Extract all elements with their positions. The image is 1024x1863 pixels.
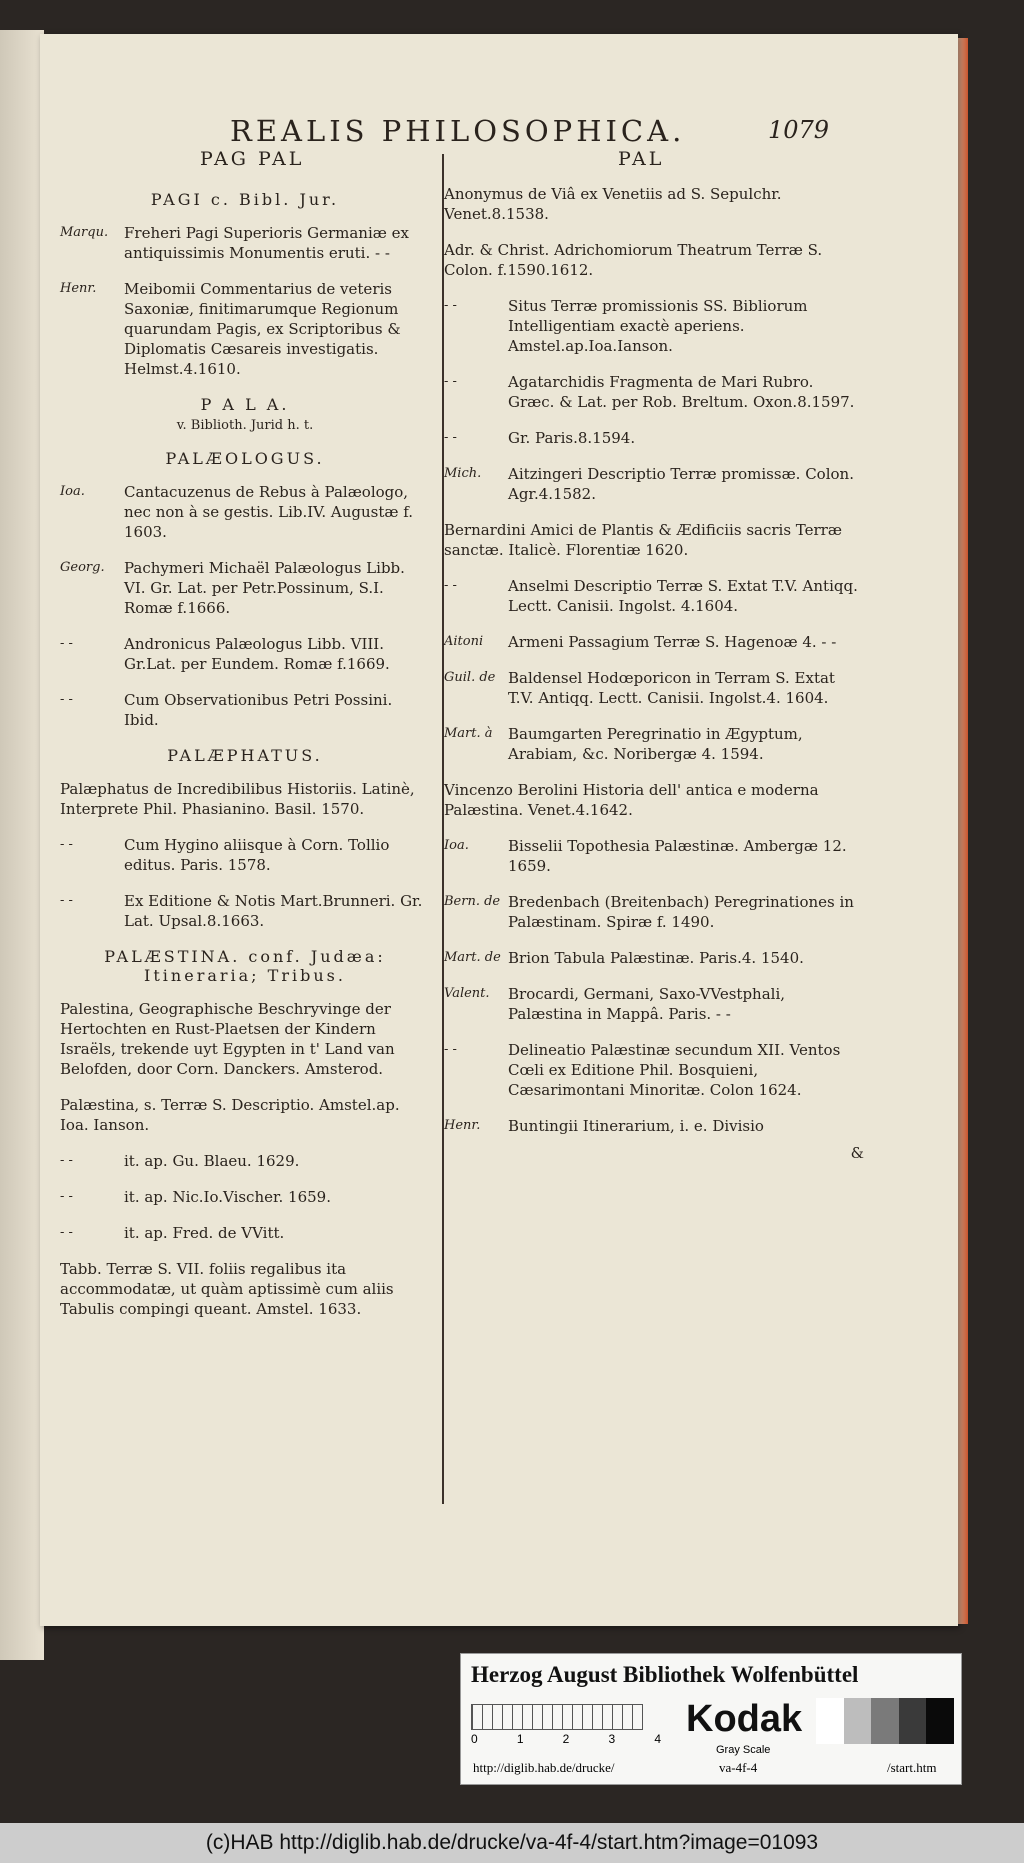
entry-text: Cantacuzenus de Rebus à Palæologo, nec non à se gestis. Lib.IV. Augustæ f. 1603. (124, 483, 414, 541)
left-page-edge (0, 30, 44, 1660)
scale-number: 2 (562, 1732, 570, 1746)
entry-label: Georg. (60, 560, 105, 575)
entry (444, 892, 864, 932)
entry-label: Mart. à (444, 726, 493, 741)
entry (60, 279, 430, 379)
entry-text: Bernardini Amici de Plantis & Ædificiis sacris Terræ sanctæ. Italicè. Florentiæ 1620. (444, 521, 842, 559)
entry-label: - - (60, 893, 73, 908)
entry-label: - - (444, 578, 457, 593)
entry (60, 1223, 430, 1243)
section-subheading: v. Biblioth. Jurid h. t. (176, 418, 314, 433)
entry-text: Anonymus de Viâ ex Venetiis ad S. Sepulchr. Venet.8.1538. (444, 185, 782, 223)
gray-swatch (899, 1698, 927, 1744)
entry-text: Baldensel Hodœporicon in Terram S. Extat T.V. Antiqq. Lectt. Canisii. Ingolst.4. 1604. (508, 669, 835, 707)
entry-text: it. ap. Nic.Io.Vischer. 1659. (124, 1188, 331, 1206)
entry-label: Guil. de (444, 670, 496, 685)
entry (444, 372, 864, 412)
entry-text: Aitzingeri Descriptio Terræ promissæ. Colon. Agr.4.1582. (508, 465, 854, 503)
entry-label: Marqu. (60, 225, 109, 240)
library-name: Herzog August Bibliothek Wolfenbüttel (471, 1662, 859, 1687)
entry (444, 836, 864, 876)
url-mid: va-4f-4 (719, 1760, 758, 1775)
scale-ruler (471, 1704, 643, 1730)
entry (60, 891, 430, 931)
entry (444, 724, 864, 764)
page-edge (958, 38, 968, 1624)
entry-text: Palæstina, s. Terræ S. Descriptio. Amstel.ap. Ioa. Ianson. (60, 1096, 400, 1134)
entry (444, 576, 864, 616)
entry (444, 668, 864, 708)
entry-text: Gr. Paris.8.1594. (508, 429, 636, 447)
scale-number: 1 (516, 1732, 524, 1746)
entry-text: Anselmi Descriptio Terræ S. Extat T.V. Antiqq. Lectt. Canisii. Ingolst. 4.1604. (508, 577, 858, 615)
entry-text: Delineatio Palæstinæ secundum XII. Ventos Cœli ex Editione Phil. Bosquieni, Cæsarimontani Minoritæ. Colon 1624. (508, 1041, 841, 1099)
entry (60, 634, 430, 674)
entry (444, 1116, 864, 1136)
entry-text: Baumgarten Peregrinatio in Ægyptum, Arabiam, &c. Noribergæ 4. 1594. (508, 725, 803, 763)
scale-number: 0 (471, 1732, 478, 1746)
entry-label: Valent. (444, 986, 490, 1001)
footer-copyright: (c)HAB http://diglib.hab.de/drucke/va-4f-4/start.htm?image=01093 (0, 1823, 1024, 1863)
book-page (40, 34, 958, 1626)
entry-label: Henr. (60, 281, 97, 296)
color-target-card (460, 1653, 962, 1785)
entry-text: Buntingii Itinerarium, i. e. Divisio (508, 1117, 764, 1135)
entry-label: Aitoni (444, 634, 484, 649)
scale-number: 4 (654, 1732, 661, 1746)
entry-text: it. ap. Fred. de VVitt. (124, 1224, 285, 1242)
entry-label: - - (444, 430, 457, 445)
entry-text: Brocardi, Germani, Saxo-VVestphali, Palæstina in Mappâ. Paris. - - (508, 985, 786, 1023)
entry-text: Ex Editione & Notis Mart.Brunneri. Gr. Lat. Upsal.8.1663. (124, 892, 423, 930)
entry-label: - - (60, 1225, 73, 1240)
entry-label: Bern. de (444, 894, 501, 909)
entry-label: - - (444, 1042, 457, 1057)
section-heading: P A L A. (200, 395, 290, 414)
gray-swatch (926, 1698, 954, 1744)
entry (60, 1151, 430, 1171)
entry-text: Situs Terræ promissionis SS. Bibliorum Intelligentiam exactè aperiens. Amstel.ap.Ioa.Ianson. (508, 297, 808, 355)
entry-label: Ioa. (444, 838, 469, 853)
entry-label: - - (60, 636, 73, 651)
running-header: REALIS PHILOSOPHICA. (230, 114, 686, 148)
entry-label: Henr. (444, 1118, 481, 1133)
entry-text: Brion Tabula Palæstinæ. Paris.4. 1540. (508, 949, 804, 967)
entry-label: Ioa. (60, 484, 85, 499)
left-column-head: PAG PAL (200, 148, 305, 170)
gray-scale-label: Gray Scale (716, 1744, 771, 1756)
kodak-logo: Kodak (686, 1698, 803, 1740)
scale-numbers (471, 1732, 661, 1746)
entry-text: Vincenzo Berolini Historia dell' antica e moderna Palæstina. Venet.4.1642. (444, 781, 819, 819)
gray-swatch (844, 1698, 872, 1744)
entry-text: Agatarchidis Fragmenta de Mari Rubro. Græc. & Lat. per Rob. Breltum. Oxon.8.1597. (508, 373, 855, 411)
entry-label: Mart. de (444, 950, 501, 965)
entry-text: Cum Observationibus Petri Possini. Ibid. (124, 691, 393, 729)
entry-label: - - (60, 1189, 73, 1204)
entry-label: - - (444, 374, 457, 389)
entry-text: it. ap. Gu. Blaeu. 1629. (124, 1152, 300, 1170)
entry (60, 690, 430, 730)
entry-text: Freheri Pagi Superioris Germaniæ ex antiquissimis Monumentis eruti. - - (124, 224, 409, 262)
section-heading: PAGI c. Bibl. Jur. (150, 190, 340, 209)
section-heading: PALÆPHATUS. (167, 746, 323, 765)
entry-text: Palæphatus de Incredibilibus Historiis. Latinè, Interprete Phil. Phasianino. Basil. 1570. (60, 780, 415, 818)
entry-text: Palestina, Geographische Beschryvinge der Hertochten en Rust-Plaetsen der Kindern Israëls, trekende uyt Egypten in t' Land van Belofden, door Corn. Danckers. Amsterod. (60, 1000, 395, 1078)
entry (60, 558, 430, 618)
entry (444, 428, 864, 448)
section-heading: PALÆSTINA. conf. Judæa: Itineraria; Tribus. (104, 947, 386, 985)
entry-text: Pachymeri Michaël Palæologus Libb. VI. Gr. Lat. per Petr.Possinum, S.I. Romæ f.1666. (124, 559, 405, 617)
catchword: & (850, 1144, 864, 1162)
url-left: http://diglib.hab.de/drucke/ (473, 1760, 615, 1775)
entry (60, 482, 430, 542)
entry (444, 1040, 864, 1100)
entry-text: Adr. & Christ. Adrichomiorum Theatrum Terræ S. Colon. f.1590.1612. (444, 241, 823, 279)
entry (444, 296, 864, 356)
entry (444, 984, 864, 1024)
entry (444, 632, 864, 652)
entry-text: Meibomii Commentarius de veteris Saxoniæ, finitimarumque Regionum quarundam Pagis, ex Scriptoribus & Diplomatis Cæsareis investigatis. Helmst.4.1610. (124, 280, 401, 378)
entry-label: - - (60, 1153, 73, 1168)
gray-swatch (816, 1698, 844, 1744)
section-heading: PALÆOLOGUS. (165, 449, 325, 468)
entry-label: - - (60, 692, 73, 707)
entry-text: Tabb. Terræ S. VII. foliis regalibus ita accommodatæ, ut quàm aptissimè cum aliis Tabulis compingi queant. Amstel. 1633. (60, 1260, 394, 1318)
entry-text: Armeni Passagium Terræ S. Hagenoæ 4. - - (508, 633, 837, 651)
entry (444, 948, 864, 968)
left-column (60, 184, 430, 1335)
entry-text: Bisselii Topothesia Palæstinæ. Ambergæ 12. 1659. (508, 837, 847, 875)
entry (444, 464, 864, 504)
entry-label: - - (444, 298, 457, 313)
scale-number: 3 (608, 1732, 616, 1746)
right-column-head: PAL (618, 148, 665, 170)
entry-label: - - (60, 837, 73, 852)
page-number: 1079 (768, 116, 830, 144)
entry-text: Andronicus Palæologus Libb. VIII. Gr.Lat. per Eundem. Romæ f.1669. (124, 635, 390, 673)
entry (60, 835, 430, 875)
entry (60, 1187, 430, 1207)
entry (60, 223, 430, 263)
entry-text: Cum Hygino aliisque à Corn. Tollio editus. Paris. 1578. (124, 836, 390, 874)
url-right: /start.htm (887, 1760, 937, 1775)
gray-scale-swatches (816, 1698, 954, 1744)
entry-label: Mich. (444, 466, 482, 481)
entry-text: Bredenbach (Breitenbach) Peregrinationes in Palæstinam. Spiræ f. 1490. (508, 893, 854, 931)
right-column (444, 184, 864, 1162)
gray-swatch (871, 1698, 899, 1744)
